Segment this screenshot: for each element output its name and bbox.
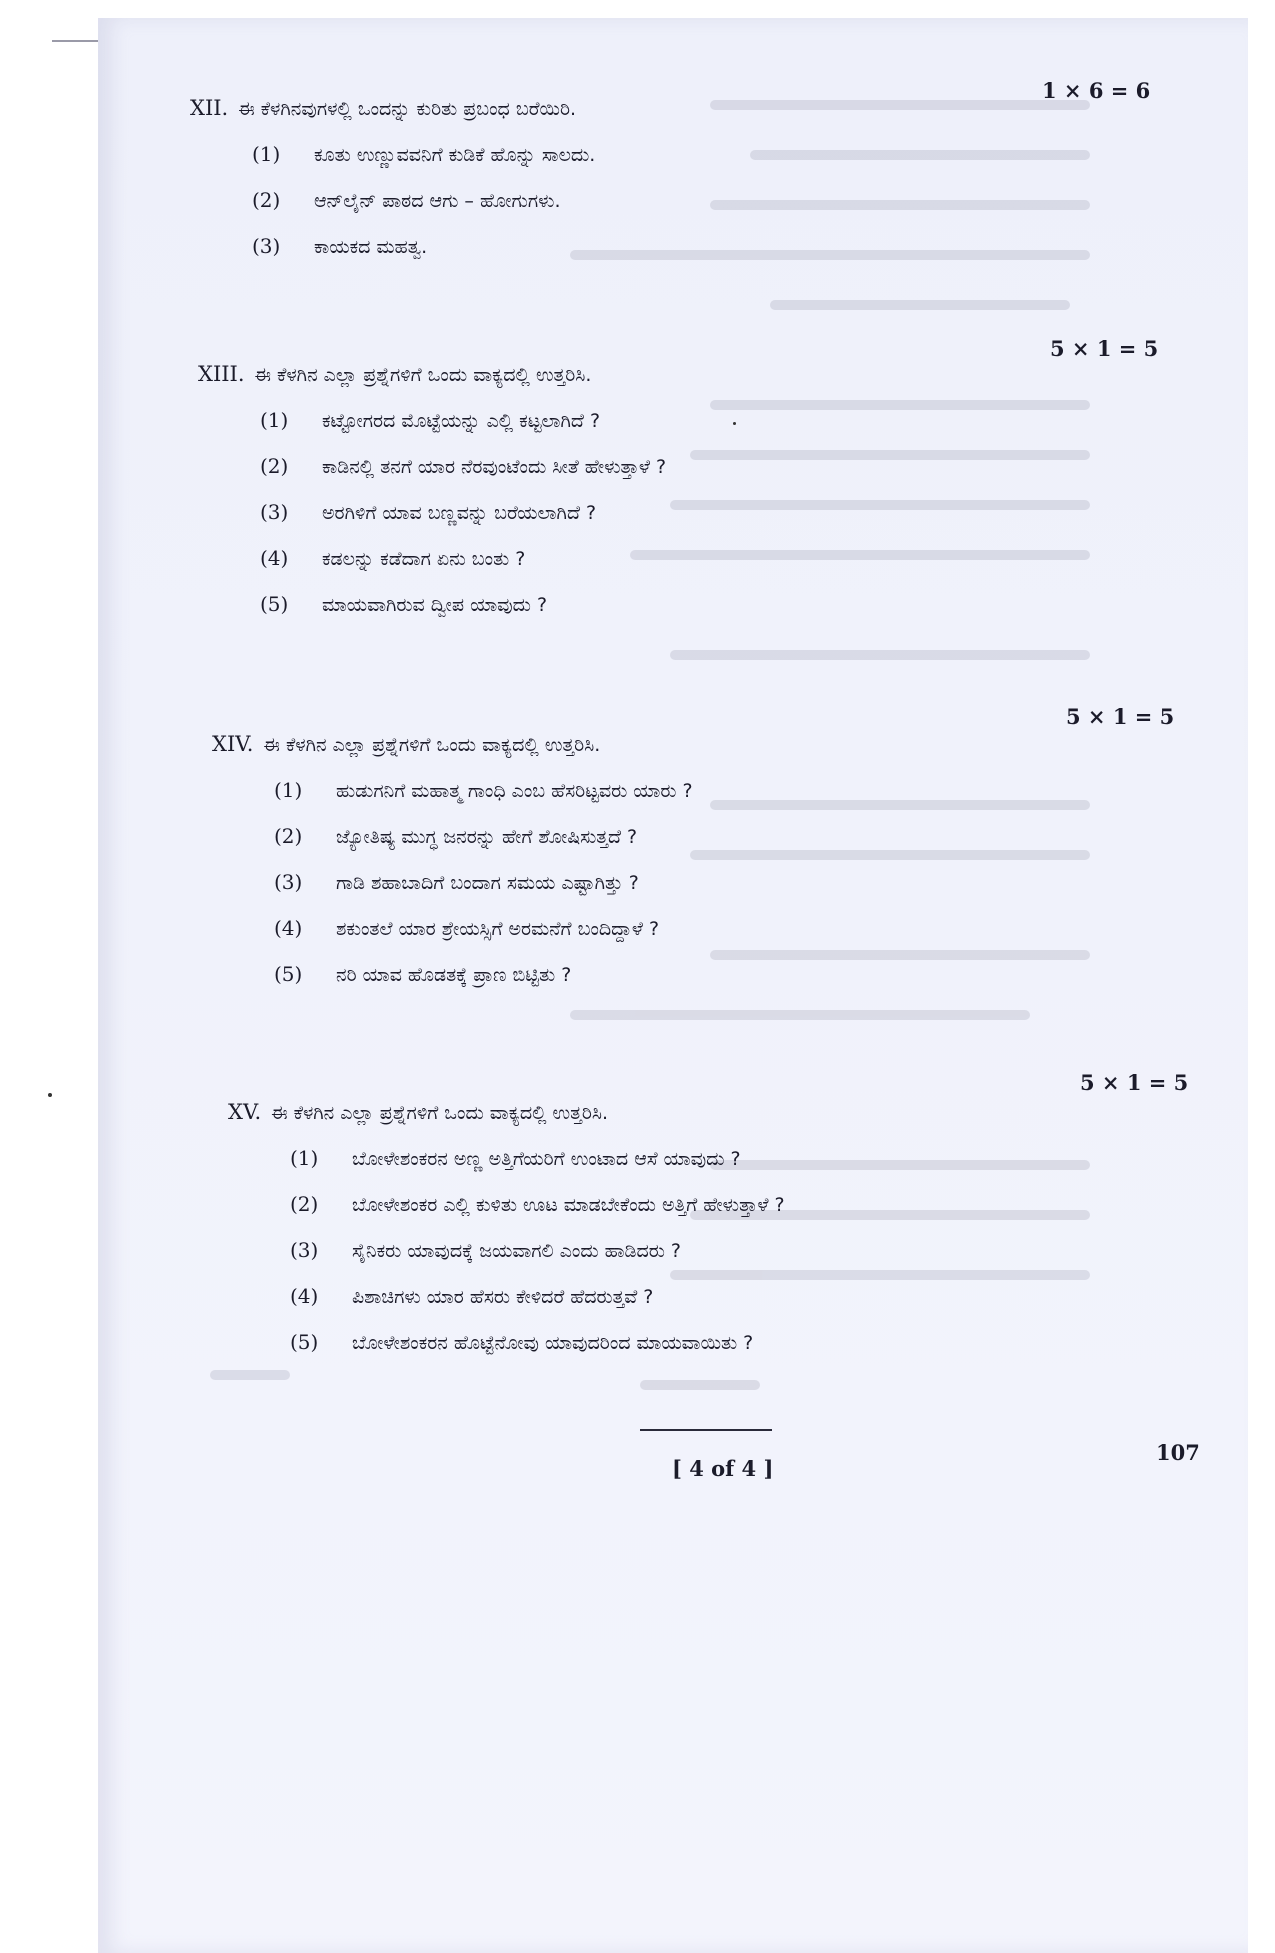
- section-instruction: ಈ ಕೆಳಗಿನವುಗಳಲ್ಲಿ ಒಂದನ್ನು ಕುರಿತು ಪ್ರಬಂಧ ಬರೆಯಿರಿ.: [238, 98, 577, 120]
- question-item: [290, 1330, 785, 1354]
- question-item: [274, 962, 693, 986]
- section-xv: [228, 1100, 785, 1354]
- item-number: (1): [252, 142, 281, 166]
- section-xii: [190, 96, 595, 258]
- question-item: [290, 1192, 785, 1216]
- question-item: [260, 592, 666, 616]
- item-number: (5): [260, 592, 289, 616]
- question-item: [274, 870, 693, 894]
- section-instruction: ಈ ಕೆಳಗಿನ ಎಲ್ಲಾ ಪ್ರಶ್ನೆಗಳಿಗೆ ಒಂದು ವಾಕ್ಯದಲ್ಲಿ ಉತ್ತರಿಸಿ.: [254, 364, 592, 386]
- section-heading: [228, 1100, 785, 1124]
- scan-speck: [733, 422, 736, 425]
- item-number: (2): [290, 1192, 319, 1216]
- item-text: ಕಡಲನ್ನು ಕಡೆದಾಗ ಏನು ಬಂತು ?: [322, 548, 526, 570]
- section-xiii: [198, 362, 666, 616]
- question-item: [260, 408, 666, 432]
- item-text: ಗಾಡಿ ಶಹಾಬಾದಿಗೆ ಬಂದಾಗ ಸಮಯ ಎಷ್ಟಾಗಿತ್ತು ?: [336, 872, 639, 894]
- item-text: ಬೋಳೇಶಂಕರ ಎಲ್ಲಿ ಕುಳಿತು ಊಟ ಮಾಡಬೇಕೆಂದು ಅತ್ತಿಗೆ ಹೇಳುತ್ತಾಳೆ ?: [352, 1194, 785, 1216]
- section-instruction: ಈ ಕೆಳಗಿನ ಎಲ್ಲಾ ಪ್ರಶ್ನೆಗಳಿಗೆ ಒಂದು ವಾಕ್ಯದಲ್ಲಿ ಉತ್ತರಿಸಿ.: [263, 734, 601, 756]
- section-heading: [190, 96, 595, 120]
- item-text: ಕೂತು ಉಣ್ಣುವವನಿಗೆ ಕುಡಿಕೆ ಹೊನ್ನು ಸಾಲದು.: [314, 144, 596, 166]
- section-xiv: [212, 732, 693, 986]
- question-item: [252, 234, 595, 258]
- section-marks: 5 × 1 = 5: [1080, 1070, 1189, 1095]
- paper-code: 107: [1156, 1440, 1200, 1465]
- item-text: ಹುಡುಗನಿಗೆ ಮಹಾತ್ಮ ಗಾಂಧಿ ಎಂಬ ಹೆಸರಿಟ್ಟವರು ಯಾರು ?: [336, 780, 693, 802]
- section-number: XIII.: [198, 362, 245, 386]
- item-number: (1): [260, 408, 289, 432]
- section-number: XIV.: [212, 732, 254, 756]
- item-text: ಸೈನಿಕರು ಯಾವುದಕ್ಕೆ ಜಯವಾಗಲಿ ಎಂದು ಹಾಡಿದರು ?: [352, 1240, 682, 1262]
- section-heading: [198, 362, 666, 386]
- item-text: ಪಿಶಾಚಿಗಳು ಯಾರ ಹೆಸರು ಕೇಳಿದರೆ ಹೆದರುತ್ತವೆ ?: [352, 1286, 654, 1308]
- section-number: XV.: [228, 1100, 262, 1124]
- item-text: ಮಾಯವಾಗಿರುವ ದ್ವೀಪ ಯಾವುದು ?: [322, 594, 548, 616]
- question-item: [260, 546, 666, 570]
- item-text: ಕಾಯಕದ ಮಹತ್ವ.: [314, 236, 428, 258]
- section-marks: 1 × 6 = 6: [1042, 78, 1151, 103]
- section-number: XII.: [190, 96, 229, 120]
- question-item: [290, 1238, 785, 1262]
- question-item: [290, 1146, 785, 1170]
- question-item: [274, 824, 693, 848]
- item-text: ಕಟ್ಟೋಗರದ ಮೊಟ್ಟೆಯನ್ನು ಎಲ್ಲಿ ಕಟ್ಟಲಾಗಿದೆ ?: [322, 410, 601, 432]
- item-text: ಶಕುಂತಲೆ ಯಾರ ಶ್ರೇಯಸ್ಸಿಗೆ ಅರಮನೆಗೆ ಬಂದಿದ್ದಾಳೆ ?: [336, 918, 660, 940]
- paper-edge-line: [52, 40, 98, 42]
- item-number: (3): [252, 234, 281, 258]
- item-number: (4): [260, 546, 289, 570]
- item-number: (2): [252, 188, 281, 212]
- item-text: ಆನ್‌ಲೈನ್ ಪಾಠದ ಆಗು – ಹೋಗುಗಳು.: [314, 190, 561, 212]
- section-marks: 5 × 1 = 5: [1066, 704, 1175, 729]
- item-number: (5): [274, 962, 303, 986]
- item-number: (1): [274, 778, 303, 802]
- item-number: (5): [290, 1330, 319, 1354]
- section-marks: 5 × 1 = 5: [1050, 336, 1159, 361]
- question-item: [252, 188, 595, 212]
- question-item: [260, 454, 666, 478]
- footer-rule: [640, 1429, 772, 1431]
- item-number: (4): [274, 916, 303, 940]
- section-instruction: ಈ ಕೆಳಗಿನ ಎಲ್ಲಾ ಪ್ರಶ್ನೆಗಳಿಗೆ ಒಂದು ವಾಕ್ಯದಲ್ಲಿ ಉತ್ತರಿಸಿ.: [271, 1102, 608, 1124]
- page-number: [ 4 of 4 ]: [672, 1456, 774, 1481]
- item-number: (1): [290, 1146, 319, 1170]
- item-text: ಕಾಡಿನಲ್ಲಿ ತನಗೆ ಯಾರ ನೆರವುಂಟೆಂದು ಸೀತೆ ಹೇಳುತ್ತಾಳೆ ?: [322, 456, 667, 478]
- item-text: ನರಿ ಯಾವ ಹೊಡತಕ್ಕೆ ಪ್ರಾಣ ಬಿಟ್ಟಿತು ?: [336, 964, 572, 986]
- question-item: [252, 142, 595, 166]
- item-number: (3): [290, 1238, 319, 1262]
- question-item: [260, 500, 666, 524]
- question-item: [274, 778, 693, 802]
- item-number: (4): [290, 1284, 319, 1308]
- question-item: [274, 916, 693, 940]
- section-heading: [212, 732, 693, 756]
- item-number: (2): [260, 454, 289, 478]
- item-number: (3): [260, 500, 289, 524]
- item-text: ಅರಗಿಳಿಗೆ ಯಾವ ಬಣ್ಣವನ್ನು ಬರೆಯಲಾಗಿದೆ ?: [322, 502, 597, 524]
- item-text: ಜ್ಯೋತಿಷ್ಯ ಮುಗ್ಧ ಜನರನ್ನು ಹೇಗೆ ಶೋಷಿಸುತ್ತದೆ ?: [336, 826, 638, 848]
- item-number: (3): [274, 870, 303, 894]
- scan-speck: [48, 1093, 52, 1097]
- question-item: [290, 1284, 785, 1308]
- item-number: (2): [274, 824, 303, 848]
- item-text: ಬೋಳೇಶಂಕರನ ಹೊಟ್ಟೆನೋವು ಯಾವುದರಿಂದ ಮಾಯವಾಯಿತು ?: [352, 1332, 754, 1354]
- item-text: ಬೋಳೇಶಂಕರನ ಅಣ್ಣ ಅತ್ತಿಗೆಯರಿಗೆ ಉಂಟಾದ ಆಸೆ ಯಾವುದು ?: [352, 1148, 741, 1170]
